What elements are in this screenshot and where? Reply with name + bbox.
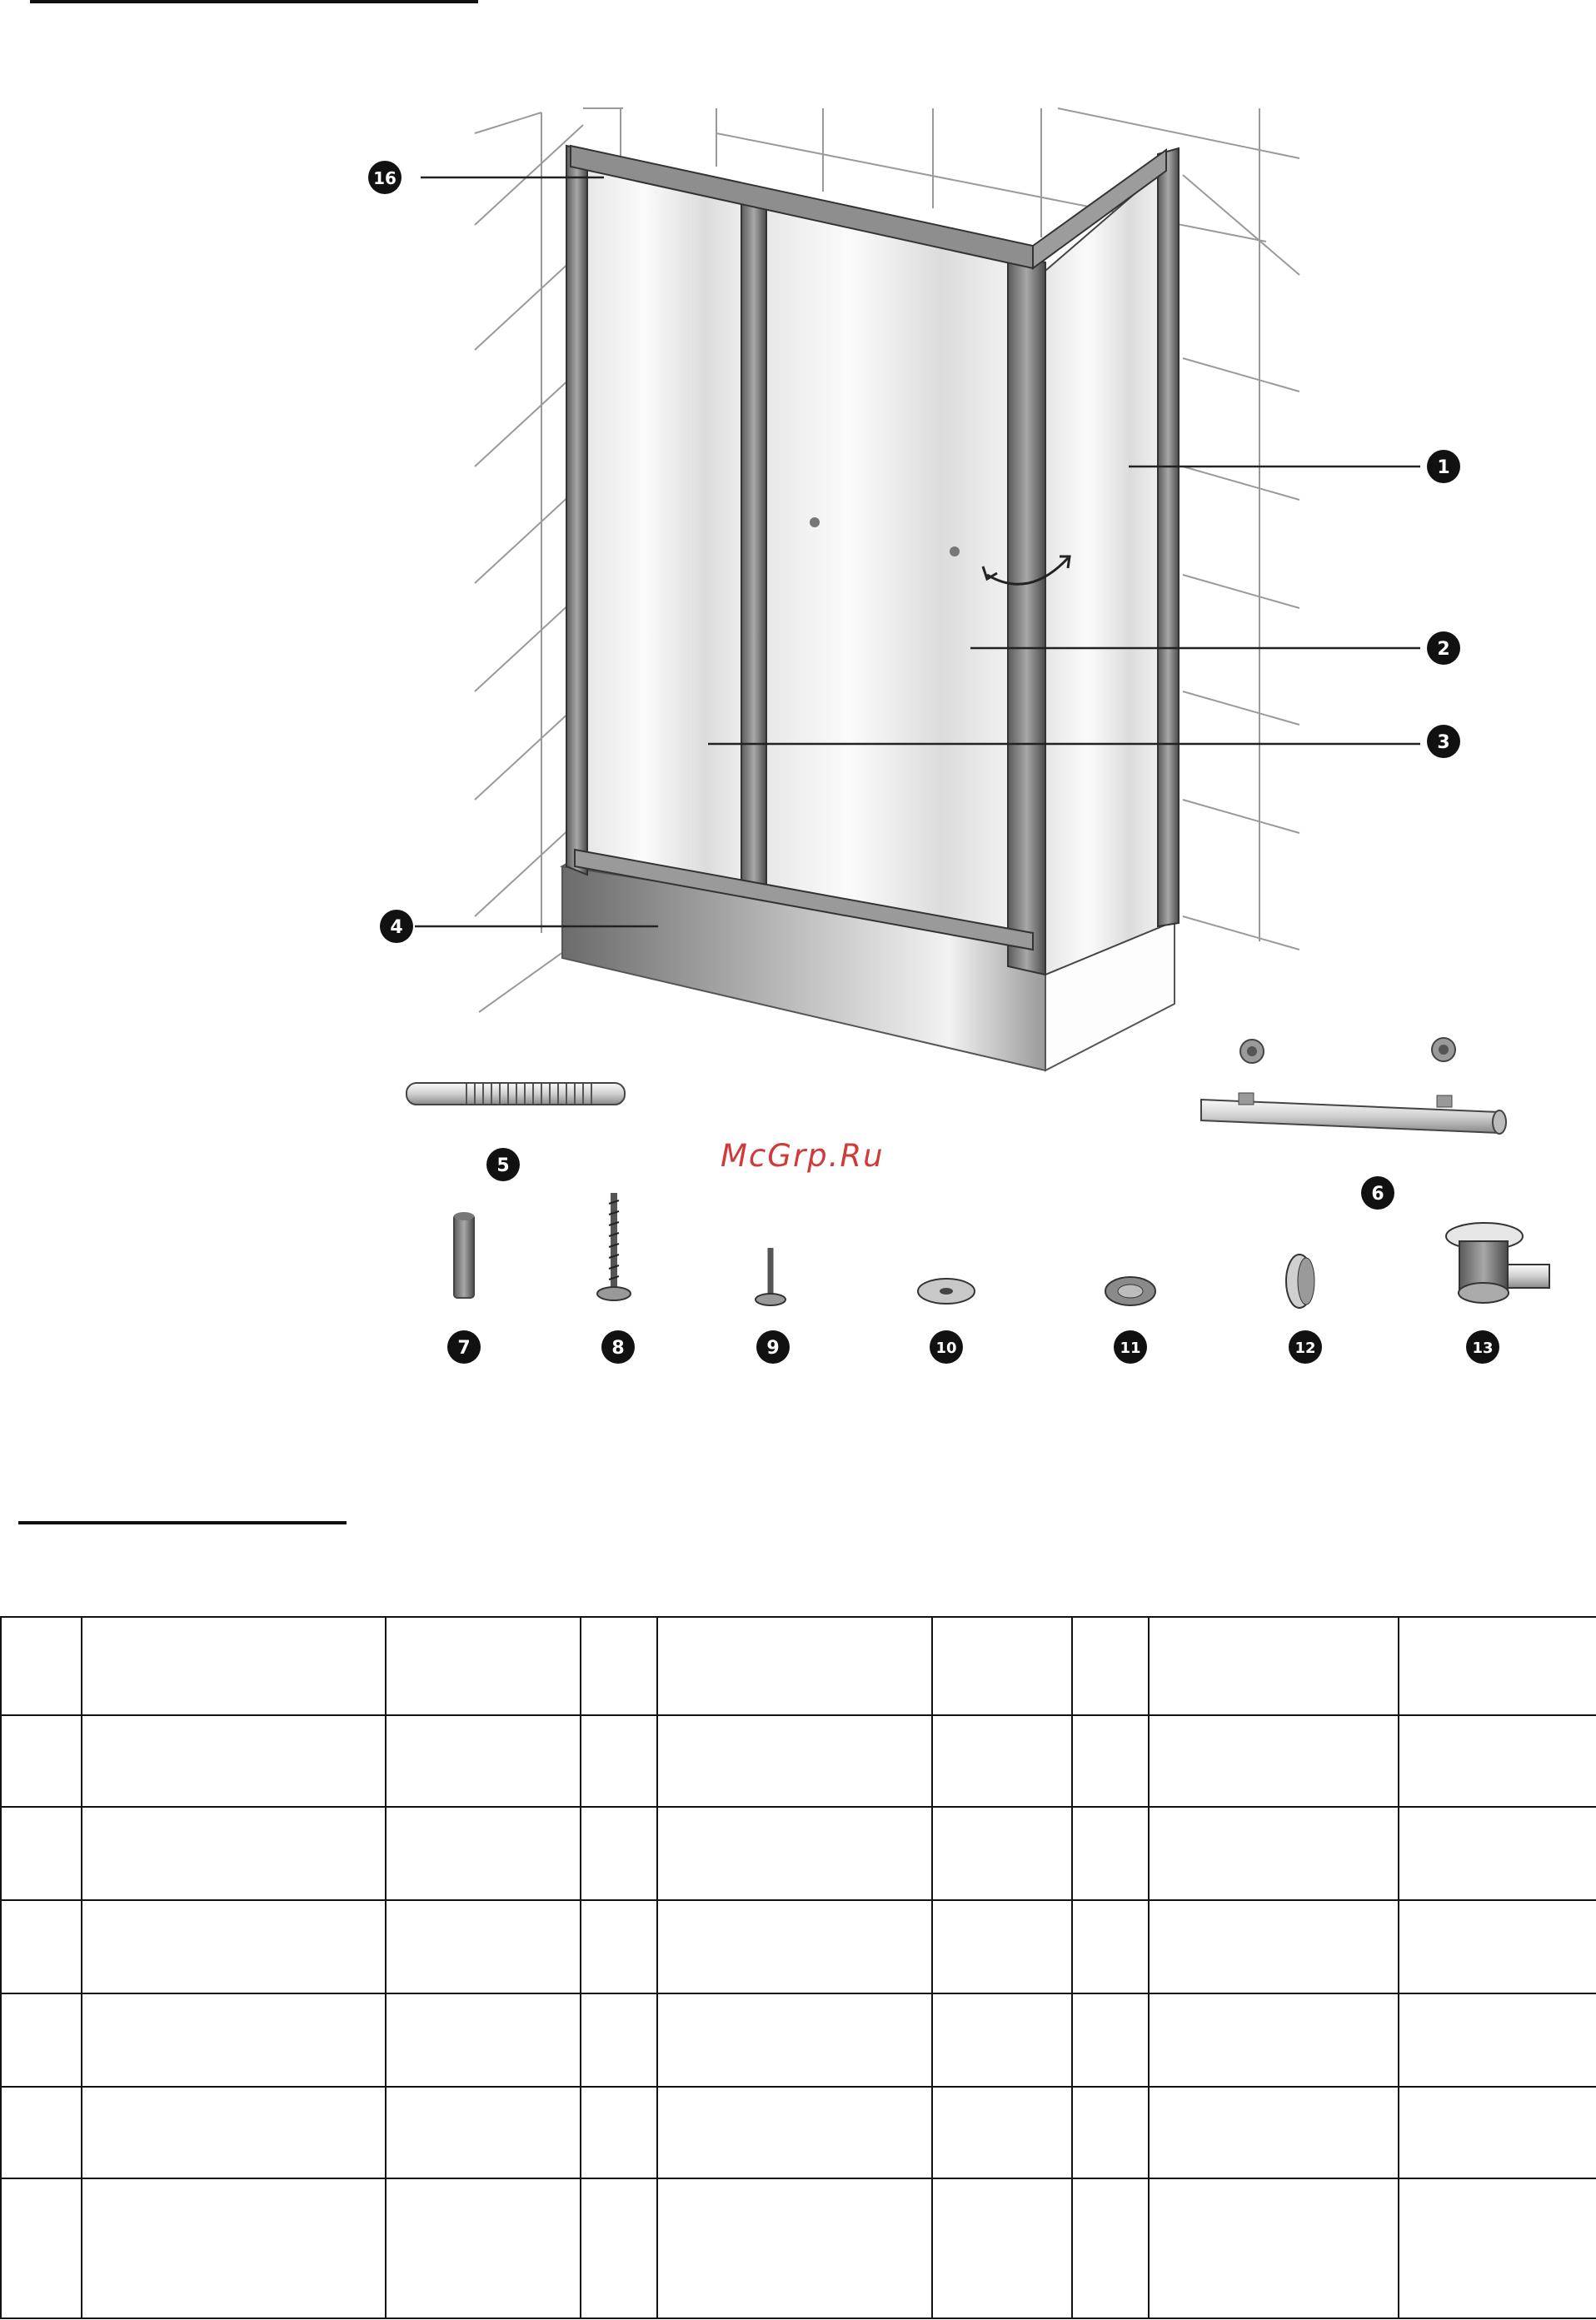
callout-11 [1114,1330,1147,1364]
table-cell [581,2178,657,2318]
part-hose [406,1083,625,1105]
parts-table [0,1616,1596,2319]
table-cell [386,2178,581,2318]
table-cell [386,1993,581,2087]
callout-5-label: 5 [496,1155,510,1176]
callout-6 [1361,1176,1394,1210]
callout-10 [930,1330,963,1364]
table-cell [657,1900,932,1993]
part-cap [1286,1255,1314,1308]
callout-8 [601,1330,635,1364]
table-cell [581,2087,657,2178]
table-cell [1149,1993,1399,2087]
glass-panels [583,162,1166,975]
watermark: McGrp.Ru [721,1138,885,1174]
table-row [1,1715,1596,1807]
part-drain-siphon [1446,1223,1549,1303]
table-cell [82,1617,386,1715]
table-cell [82,2087,386,2178]
callout-16 [368,161,401,194]
table-cell [1149,2087,1399,2178]
part-support-bar [1201,1038,1506,1134]
table-row [1,1993,1596,2087]
table-cell [581,1993,657,2087]
callout-9-label: 9 [766,1338,780,1359]
table-cell [1,1715,82,1807]
table-cell [657,1617,932,1715]
table-cell [1399,1900,1596,1993]
table-cell [932,2087,1072,2178]
callout-11-label: 11 [1120,1340,1141,1357]
table-cell [932,2178,1072,2318]
table-row [1,1807,1596,1900]
table-cell [1,1807,82,1900]
table-cell [932,1900,1072,1993]
table-cell [1149,1715,1399,1807]
callout-13 [1466,1330,1499,1364]
table-cell [657,2178,932,2318]
callout-16-label: 16 [373,168,397,188]
table-cell [82,1993,386,2087]
table-cell [1399,2087,1596,2178]
table-cell [82,1715,386,1807]
callout-7-label: 7 [457,1338,471,1359]
part-long-screw [597,1193,631,1300]
table-cell [932,1993,1072,2087]
table-cell [1072,1900,1149,1993]
table-cell [82,1900,386,1993]
table-cell [1072,2178,1149,2318]
callout-10-label: 10 [935,1340,957,1357]
part-washer [918,1279,975,1304]
table-cell [1072,1617,1149,1715]
table-cell [1,2087,82,2178]
callout-2 [1427,631,1460,665]
table-cell [1,1617,82,1715]
callout-3-label: 3 [1437,732,1450,753]
callout-4 [380,910,413,943]
table-cell [1399,1993,1596,2087]
table-cell [386,1807,581,1900]
callout-2-label: 2 [1437,639,1450,660]
table-row [1,1900,1596,1993]
table-cell [1399,1617,1596,1715]
table-cell [386,1617,581,1715]
table-cell [657,1715,932,1807]
table-cell [932,1807,1072,1900]
part-wall-plug [454,1212,474,1298]
callout-13-label: 13 [1472,1340,1494,1357]
callout-1 [1427,450,1460,483]
callout-6-label: 6 [1371,1184,1384,1205]
table-cell [386,2087,581,2178]
table-cell [657,1993,932,2087]
table-cell [1072,1807,1149,1900]
table-cell [82,2178,386,2318]
table-row [1,2087,1596,2178]
table-cell [1072,2087,1149,2178]
table-row [1,2178,1596,2318]
table-cell [386,1900,581,1993]
table-cell [1399,2178,1596,2318]
callout-12 [1289,1330,1322,1364]
callout-8-label: 8 [611,1338,625,1359]
table-cell [581,1715,657,1807]
part-short-screw [756,1248,786,1305]
table-row [1,1617,1596,1715]
table-cell [1072,1715,1149,1807]
table-cell [657,1807,932,1900]
table-cell [386,1715,581,1807]
callout-1-label: 1 [1437,457,1450,478]
table-cell [1,1993,82,2087]
table-cell [1,2178,82,2318]
table-cell [1,1900,82,1993]
callout-7 [447,1330,481,1364]
callout-3 [1427,725,1460,758]
table-cell [1399,1715,1596,1807]
table-cell [82,1807,386,1900]
part-rubber-ring [1105,1277,1155,1305]
callout-9 [756,1330,790,1364]
table-cell [581,1900,657,1993]
table-cell [1149,2178,1399,2318]
table-cell [581,1807,657,1900]
table-cell [657,2087,932,2178]
table-cell [932,1715,1072,1807]
table-cell [1149,1807,1399,1900]
table-cell [581,1617,657,1715]
table-cell [1149,1617,1399,1715]
callout-4-label: 4 [390,917,403,938]
heading-underline-parts [18,1521,347,1524]
table-cell [1072,1993,1149,2087]
callout-5 [486,1148,520,1181]
callout-12-label: 12 [1294,1340,1316,1357]
table-cell [932,1617,1072,1715]
table-cell [1399,1807,1596,1900]
table-cell [1149,1900,1399,1993]
